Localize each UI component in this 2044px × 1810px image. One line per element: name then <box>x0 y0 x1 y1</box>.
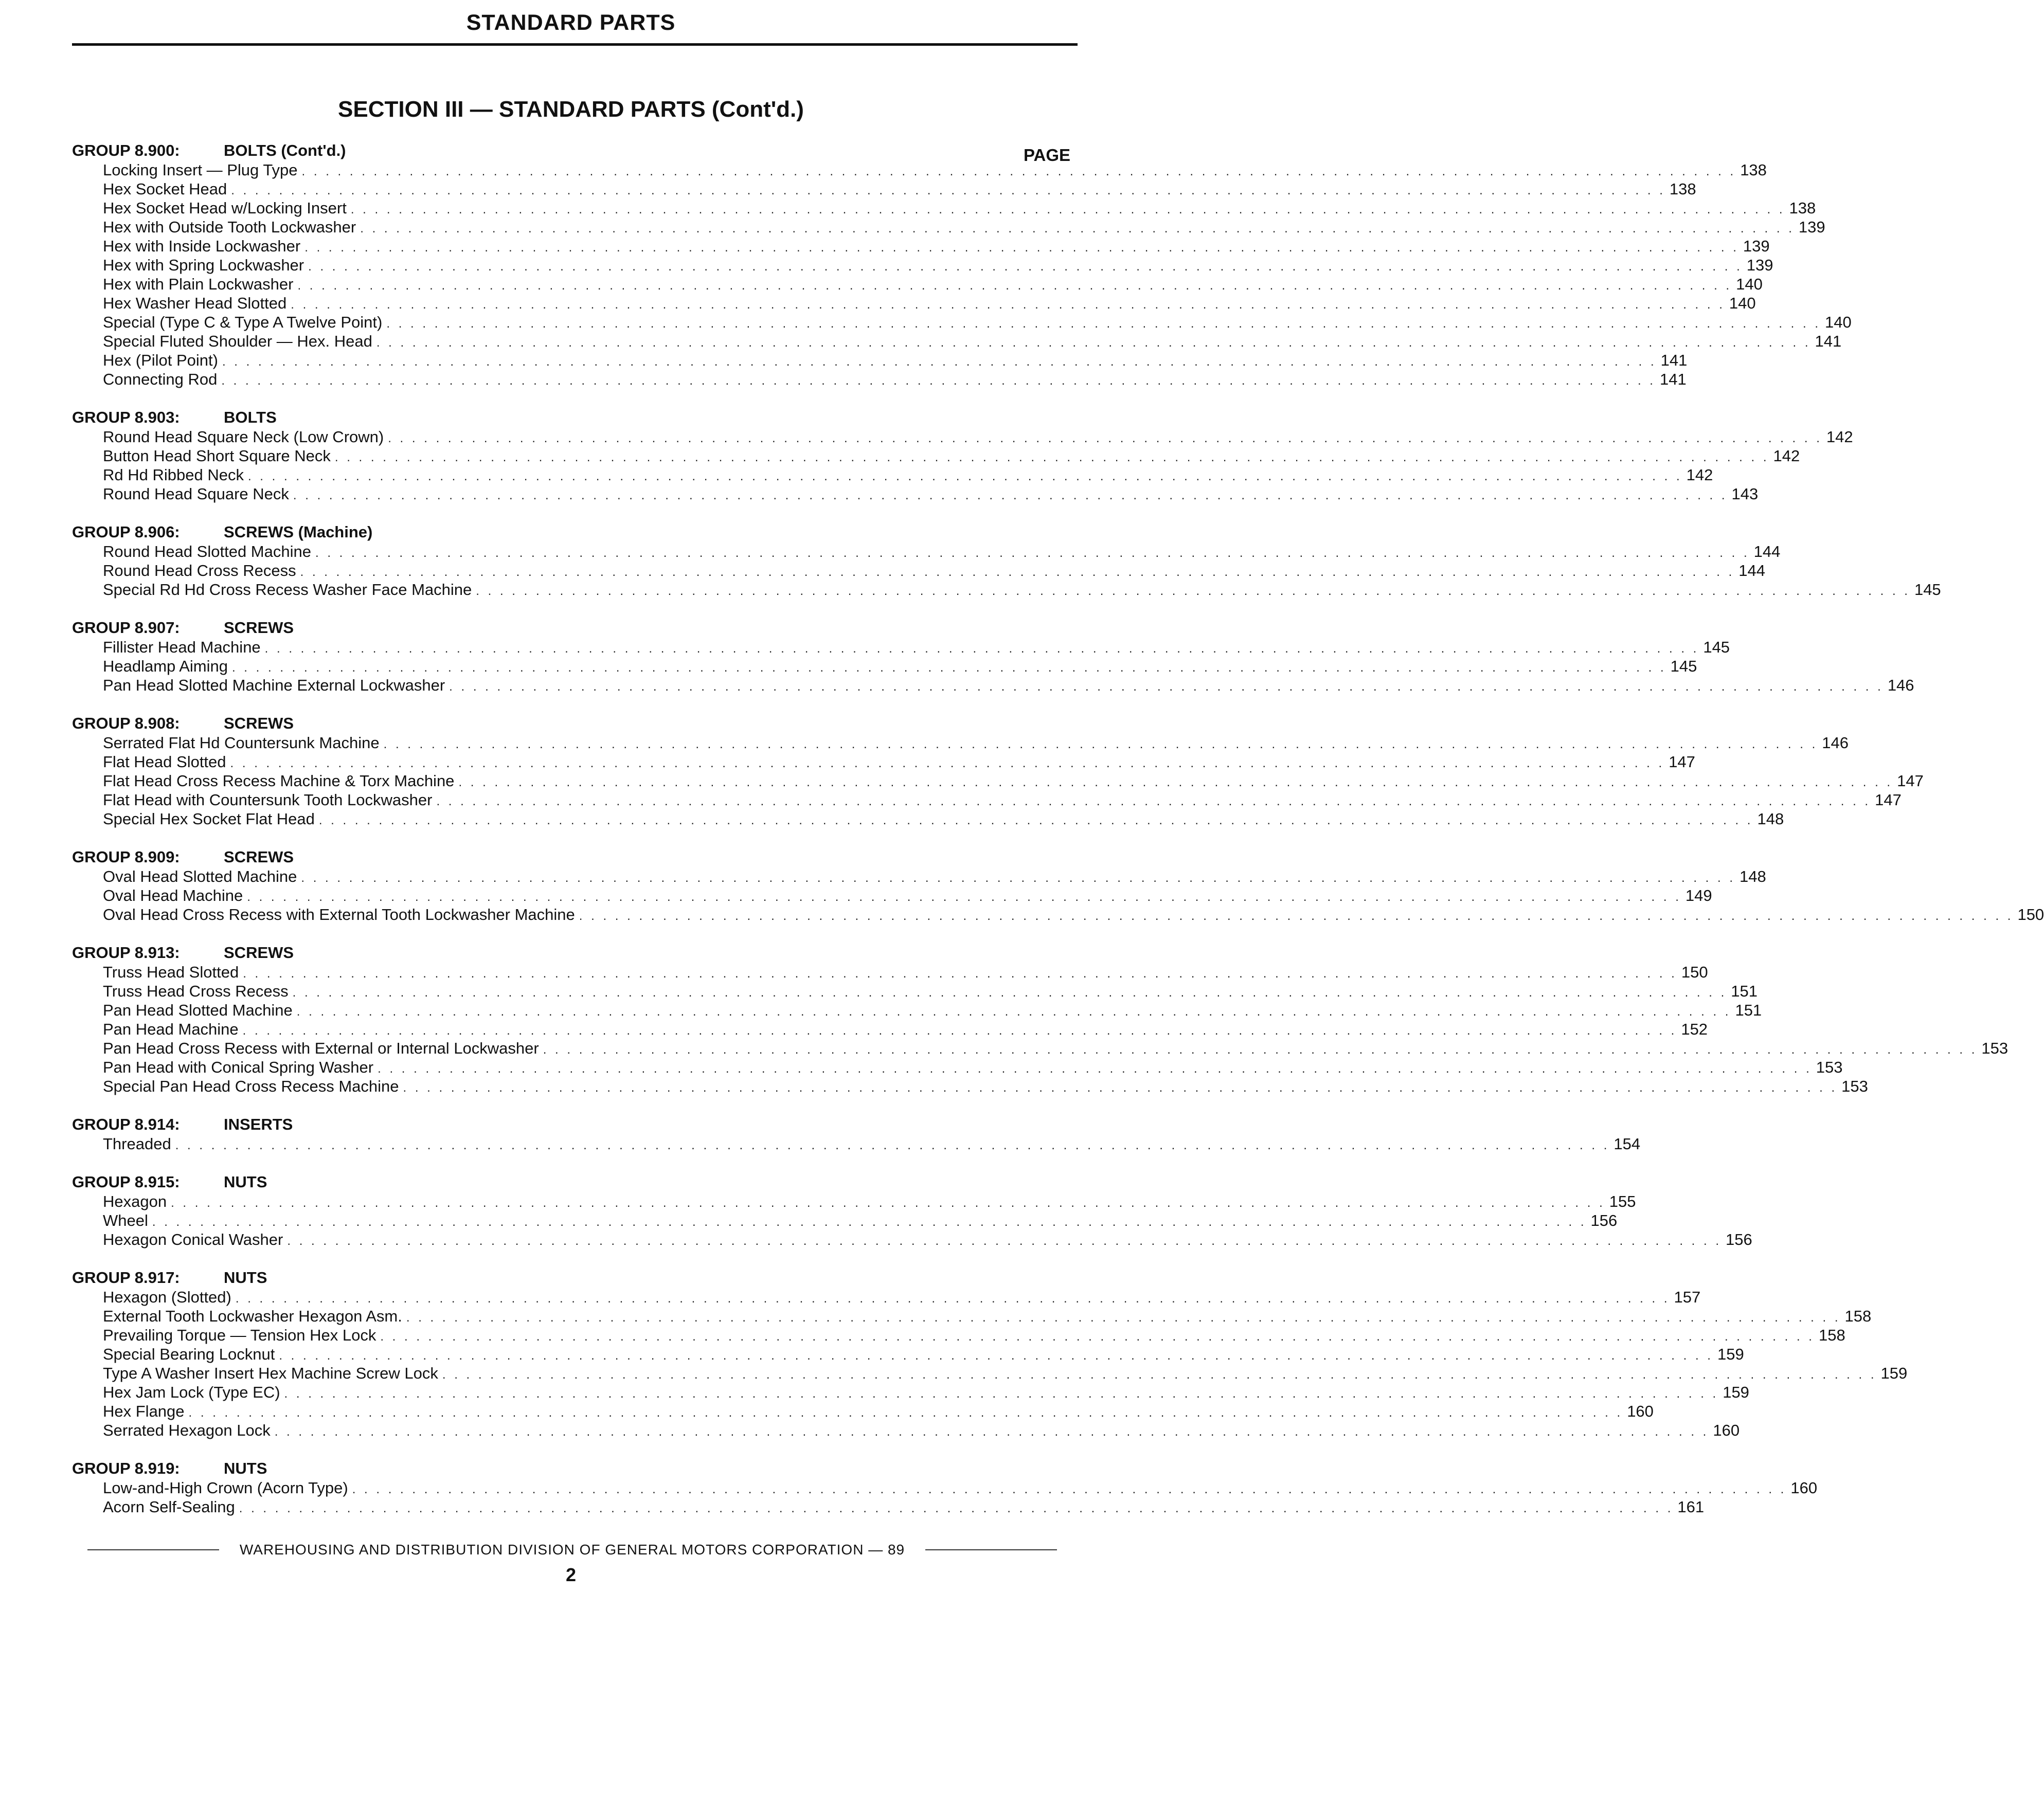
group-title: SCREWS <box>224 944 294 962</box>
entry-label: Round Head Square Neck (Low Crown) <box>103 428 384 446</box>
entry-label: Fillister Head Machine <box>103 638 261 656</box>
entry-page-number: 160 <box>1790 1479 1818 1497</box>
entry-page-number: 145 <box>1703 638 1730 656</box>
dot-leader: . . . . . . . . . . . . . . . . . . . . . . . . . . . . . . . . . . . . . . . . . . . . . . . . . . . . . . . . . . . . . . . . . . . . . . . . . . . . . . . . . . . . . . . . . . . . . . . . . . . . . . . . . . . . . . . . . . . . . . . . <box>242 1024 1677 1038</box>
entry-label: Hex Jam Lock (Type EC) <box>103 1383 280 1401</box>
footer-text: WAREHOUSING AND DISTRIBUTION DIVISION OF GENERAL MOTORS CORPORATION — 89 <box>239 1542 905 1558</box>
toc-entry <box>67 1134 1641 1153</box>
entry-page-number: 153 <box>1816 1058 1843 1076</box>
group-heading <box>67 714 1078 733</box>
group-title: BOLTS (Cont'd.) <box>224 141 346 159</box>
toc-group <box>67 522 1941 599</box>
dot-leader: . . . . . . . . . . . . . . . . . . . . . . . . . . . . . . . . . . . . . . . . . . . . . . . . . . . . . . . . . . . . . . . . . . . . . . . . . . . . . . . . . . . . . . . . . . . . . . . . . . . . . . . . . . . . . . . . . . . . . . . . <box>247 469 1682 483</box>
toc-entry <box>67 1345 1744 1364</box>
group-heading <box>67 847 1078 867</box>
entry-label: Special Fluted Shoulder — Hex. Head <box>103 332 372 350</box>
dot-leader: . . . . . . . . . . . . . . . . . . . . . . . . . . . . . . . . . . . . . . . . . . . . . . . . . . . . . . . . . . . . . . . . . . . . . . . . . . . . . . . . . . . . . . . . . . . . . . . . . . . . . . . . . . . . . . . . . . . . . . . . <box>222 355 1657 369</box>
toc-entry <box>67 237 1770 256</box>
dot-leader: . . . . . . . . . . . . . . . . . . . . . . . . . . . . . . . . . . . . . . . . . . . . . . . . . . . . . . . . . . . . . . . . . . . . . . . . . . . . . . . . . . . . . . . . . . . . . . . . . . . . . . . . . . . . . . . . . . . . . . . . <box>352 1482 1787 1496</box>
entry-page-number: 161 <box>1677 1498 1705 1516</box>
entry-page-number: 145 <box>1914 581 1941 599</box>
entry-page-number: 141 <box>1659 370 1687 388</box>
toc-entry <box>67 1001 1762 1020</box>
entry-page-number: 159 <box>1723 1383 1749 1401</box>
entry-label: Round Head Cross Recess <box>103 562 296 580</box>
dot-leader: . . . . . . . . . . . . . . . . . . . . . . . . . . . . . . . . . . . . . . . . . . . . . . . . . . . . . . . . . . . . . . . . . . . . . . . . . . . . . . . . . . . . . . . . . . . . . . . . . . . . . . . . . . . . . . . . . . . . . . . . <box>301 871 1736 885</box>
page-header-title: STANDARD PARTS <box>466 10 676 35</box>
toc-entry <box>67 733 1849 752</box>
group-heading <box>67 522 1078 542</box>
entry-page-number: 156 <box>1726 1230 1752 1248</box>
dot-leader: . . . . . . . . . . . . . . . . . . . . . . . . . . . . . . . . . . . . . . . . . . . . . . . . . . . . . . . . . . . . . . . . . . . . . . . . . . . . . . . . . . . . . . . . . . . . . . . . . . . . . . . . . . . . . . . . . . . . . . . . <box>284 1387 1719 1401</box>
entry-page-number: 159 <box>1880 1364 1908 1382</box>
entry-page-number: 152 <box>1681 1020 1708 1038</box>
toc-entry <box>67 1230 1752 1249</box>
dot-leader: . . . . . . . . . . . . . . . . . . . . . . . . . . . . . . . . . . . . . . . . . . . . . . . . . . . . . . . . . . . . . . . . . . . . . . . . . . . . . . . . . . . . . . . . . . . . . . . . . . . . . . . . . . . . . . . . . . . . . . . . <box>350 203 1785 216</box>
entry-label: Hex (Pilot Point) <box>103 351 218 369</box>
group-heading <box>67 408 1078 427</box>
group-number: GROUP 8.903: <box>72 408 180 426</box>
group-number: GROUP 8.914: <box>72 1115 180 1133</box>
dot-leader: . . . . . . . . . . . . . . . . . . . . . . . . . . . . . . . . . . . . . . . . . . . . . . . . . . . . . . . . . . . . . . . . . . . . . . . . . . . . . . . . . . . . . . . . . . . . . . . . . . . . . . . . . . . . . . . . . . . . . . . . <box>308 260 1743 274</box>
entry-label: Type A Washer Insert Hex Machine Screw Lock <box>103 1364 438 1382</box>
toc-entry <box>67 465 1713 484</box>
toc-entry <box>67 484 1759 503</box>
entry-label: Special Pan Head Cross Recess Machine <box>103 1077 399 1095</box>
toc-entry <box>67 542 1781 561</box>
group-heading <box>67 1459 1078 1478</box>
group-number: GROUP 8.917: <box>72 1269 180 1287</box>
group-title: NUTS <box>224 1173 267 1191</box>
dot-leader: . . . . . . . . . . . . . . . . . . . . . . . . . . . . . . . . . . . . . . . . . . . . . . . . . . . . . . . . . . . . . . . . . . . . . . . . . . . . . . . . . . . . . . . . . . . . . . . . . . . . . . . . . . . . . . . . . . . . . . . . <box>380 1330 1815 1344</box>
entry-page-number: 139 <box>1746 256 1773 274</box>
entry-page-number: 149 <box>1685 886 1712 904</box>
toc-entry <box>67 982 1758 1001</box>
group-number: GROUP 8.913: <box>72 944 180 962</box>
toc-entry <box>67 752 1695 771</box>
toc-group <box>67 1172 1752 1249</box>
entry-page-number: 145 <box>1670 657 1697 675</box>
entry-page-number: 142 <box>1826 428 1853 446</box>
dot-leader: . . . . . . . . . . . . . . . . . . . . . . . . . . . . . . . . . . . . . . . . . . . . . . . . . . . . . . . . . . . . . . . . . . . . . . . . . . . . . . . . . . . . . . . . . . . . . . . . . . . . . . . . . . . . . . . . . . . . . . . . <box>436 794 1871 808</box>
toc-entry <box>67 1421 1740 1440</box>
entry-page-number: 158 <box>1818 1326 1845 1344</box>
toc-entry <box>67 1478 1818 1497</box>
dot-leader: . . . . . . . . . . . . . . . . . . . . . . . . . . . . . . . . . . . . . . . . . . . . . . . . . . . . . . . . . . . . . . . . . . . . . . . . . . . . . . . . . . . . . . . . . . . . . . . . . . . . . . . . . . . . . . . . . . . . . . . . <box>293 488 1728 502</box>
entry-page-number: 140 <box>1825 313 1852 331</box>
entry-page-number: 156 <box>1590 1211 1618 1229</box>
toc-entry <box>67 198 1816 218</box>
dot-leader: . . . . . . . . . . . . . . . . . . . . . . . . . . . . . . . . . . . . . . . . . . . . . . . . . . . . . . . . . . . . . . . . . . . . . . . . . . . . . . . . . . . . . . . . . . . . . . . . . . . . . . . . . . . . . . . . . . . . . . . . <box>403 1081 1838 1095</box>
dot-leader: . . . . . . . . . . . . . . . . . . . . . . . . . . . . . . . . . . . . . . . . . . . . . . . . . . . . . . . . . . . . . . . . . . . . . . . . . . . . . . . . . . . . . . . . . . . . . . . . . . . . . . . . . . . . . . . . . . . . . . . . <box>287 1234 1722 1248</box>
toc-entry <box>67 1364 1908 1383</box>
toc-entry <box>67 790 1902 809</box>
toc-group <box>67 141 1852 389</box>
entry-label: Connecting Rod <box>103 370 218 388</box>
dot-leader: . . . . . . . . . . . . . . . . . . . . . . . . . . . . . . . . . . . . . . . . . . . . . . . . . . . . . . . . . . . . . . . . . . . . . . . . . . . . . . . . . . . . . . . . . . . . . . . . . . . . . . . . . . . . . . . . . . . . . . . . <box>300 565 1735 579</box>
entry-page-number: 144 <box>1753 542 1781 560</box>
entry-label: Low-and-High Crown (Acorn Type) <box>103 1479 348 1497</box>
entry-label: Flat Head with Countersunk Tooth Lockwasher <box>103 791 433 809</box>
entry-page-number: 154 <box>1613 1135 1641 1153</box>
group-number: GROUP 8.908: <box>72 714 180 732</box>
toc-entry <box>67 1402 1654 1421</box>
entry-page-number: 155 <box>1609 1192 1636 1210</box>
entry-label: Oval Head Slotted Machine <box>103 867 297 885</box>
dot-leader: . . . . . . . . . . . . . . . . . . . . . . . . . . . . . . . . . . . . . . . . . . . . . . . . . . . . . . . . . . . . . . . . . . . . . . . . . . . . . . . . . . . . . . . . . . . . . . . . . . . . . . . . . . . . . . . . . . . . . . . . <box>388 431 1822 445</box>
toc-entry <box>67 676 1914 695</box>
entry-label: Rd Hd Ribbed Neck <box>103 466 244 484</box>
dot-leader: . . . . . . . . . . . . . . . . . . . . . . . . . . . . . . . . . . . . . . . . . . . . . . . . . . . . . . . . . . . . . . . . . . . . . . . . . . . . . . . . . . . . . . . . . . . . . . . . . . . . . . . . . . . . . . . . . . . . . . . . <box>301 165 1736 178</box>
dot-leader: . . . . . . . . . . . . . . . . . . . . . . . . . . . . . . . . . . . . . . . . . . . . . . . . . . . . . . . . . . . . . . . . . . . . . . . . . . . . . . . . . . . . . . . . . . . . . . . . . . . . . . . . . . . . . . . . . . . . . . . . <box>458 775 1893 789</box>
dot-leader: . . . . . . . . . . . . . . . . . . . . . . . . . . . . . . . . . . . . . . . . . . . . . . . . . . . . . . . . . . . . . . . . . . . . . . . . . . . . . . . . . . . . . . . . . . . . . . . . . . . . . . . . . . . . . . . . . . . . . . . . <box>315 546 1750 560</box>
entry-page-number: 147 <box>1897 772 1924 790</box>
toc-entry <box>67 1307 1872 1326</box>
dot-leader: . . . . . . . . . . . . . . . . . . . . . . . . . . . . . . . . . . . . . . . . . . . . . . . . . . . . . . . . . . . . . . . . . . . . . . . . . . . . . . . . . . . . . . . . . . . . . . . . . . . . . . . . . . . . . . . . . . . . . . . . <box>334 450 1769 464</box>
group-number: GROUP 8.907: <box>72 619 180 637</box>
toc-entry <box>67 657 1697 676</box>
entry-label: Wheel <box>103 1211 148 1229</box>
dot-leader: . . . . . . . . . . . . . . . . . . . . . . . . . . . . . . . . . . . . . . . . . . . . . . . . . . . . . . . . . . . . . . . . . . . . . . . . . . . . . . . . . . . . . . . . . . . . . . . . . . . . . . . . . . . . . . . . . . . . . . . . <box>239 1501 1674 1515</box>
toc-group <box>67 714 1924 828</box>
toc-entry <box>67 351 1688 370</box>
footer-rule-right <box>925 1549 1057 1550</box>
toc-group <box>67 1115 1641 1153</box>
toc-entry <box>67 370 1687 389</box>
entry-label: Flat Head Cross Recess Machine & Torx Machine <box>103 772 455 790</box>
dot-leader: . . . . . . . . . . . . . . . . . . . . . . . . . . . . . . . . . . . . . . . . . . . . . . . . . . . . . . . . . . . . . . . . . . . . . . . . . . . . . . . . . . . . . . . . . . . . . . . . . . . . . . . . . . . . . . . . . . . . . . . . <box>231 184 1665 197</box>
entry-page-number: 158 <box>1844 1307 1872 1325</box>
group-heading <box>67 1172 1078 1192</box>
toc-group <box>67 1459 1818 1516</box>
entry-page-number: 151 <box>1735 1001 1762 1019</box>
dot-leader: . . . . . . . . . . . . . . . . . . . . . . . . . . . . . . . . . . . . . . . . . . . . . . . . . . . . . . . . . . . . . . . . . . . . . . . . . . . . . . . . . . . . . . . . . . . . . . . . . . . . . . . . . . . . . . . . . . . . . . . . <box>152 1215 1587 1229</box>
entry-page-number: 147 <box>1875 791 1902 809</box>
toc-entry <box>67 1058 1843 1077</box>
dot-leader: . . . . . . . . . . . . . . . . . . . . . . . . . . . . . . . . . . . . . . . . . . . . . . . . . . . . . . . . . . . . . . . . . . . . . . . . . . . . . . . . . . . . . . . . . . . . . . . . . . . . . . . . . . . . . . . . . . . . . . . . <box>297 279 1732 293</box>
dot-leader: . . . . . . . . . . . . . . . . . . . . . . . . . . . . . . . . . . . . . . . . . . . . . . . . . . . . . . . . . . . . . . . . . . . . . . . . . . . . . . . . . . . . . . . . . . . . . . . . . . . . . . . . . . . . . . . . . . . . . . . . <box>221 374 1656 388</box>
dot-leader: . . . . . . . . . . . . . . . . . . . . . . . . . . . . . . . . . . . . . . . . . . . . . . . . . . . . . . . . . . . . . . . . . . . . . . . . . . . . . . . . . . . . . . . . . . . . . . . . . . . . . . . . . . . . . . . . . . . . . . . . <box>292 986 1727 1000</box>
toc-entry <box>67 218 1825 237</box>
entry-label: Oval Head Machine <box>103 886 243 904</box>
entry-label: Pan Head Slotted Machine External Lockwasher <box>103 676 445 694</box>
dot-leader: . . . . . . . . . . . . . . . . . . . . . . . . . . . . . . . . . . . . . . . . . . . . . . . . . . . . . . . . . . . . . . . . . . . . . . . . . . . . . . . . . . . . . . . . . . . . . . . . . . . . . . . . . . . . . . . . . . . . . . . . <box>376 336 1811 350</box>
toc-entry <box>67 905 2044 924</box>
section-title: SECTION III — STANDARD PARTS (Cont'd.) <box>338 97 804 122</box>
entry-page-number: 142 <box>1773 447 1800 465</box>
toc-entry <box>67 1383 1749 1402</box>
footer <box>67 1542 1078 1558</box>
entry-label: Threaded <box>103 1135 171 1153</box>
entry-page-number: 140 <box>1729 294 1756 312</box>
entry-label: Pan Head Machine <box>103 1020 239 1038</box>
page-column-label: PAGE <box>1024 146 1071 165</box>
entry-label: Button Head Short Square Neck <box>103 447 331 465</box>
toc-entry <box>67 313 1852 332</box>
toc-entry <box>67 332 1842 351</box>
entry-label: Hexagon Conical Washer <box>103 1230 283 1248</box>
toc-entry <box>67 427 1853 446</box>
entry-label: Hex Socket Head w/Locking Insert <box>103 199 347 217</box>
entry-label: Hexagon <box>103 1192 167 1210</box>
header-rule <box>72 43 1078 46</box>
entry-page-number: 157 <box>1674 1288 1701 1306</box>
toc-group <box>67 408 1853 503</box>
entry-label: Truss Head Slotted <box>103 963 239 981</box>
entry-page-number: 148 <box>1757 810 1784 828</box>
dot-leader: . . . . . . . . . . . . . . . . . . . . . . . . . . . . . . . . . . . . . . . . . . . . . . . . . . . . . . . . . . . . . . . . . . . . . . . . . . . . . . . . . . . . . . . . . . . . . . . . . . . . . . . . . . . . . . . . . . . . . . . . <box>543 1043 1978 1057</box>
entry-page-number: 141 <box>1815 332 1842 350</box>
entry-label: Special (Type C & Type A Twelve Point) <box>103 313 383 331</box>
entry-page-number: 144 <box>1738 562 1766 580</box>
dot-leader: . . . . . . . . . . . . . . . . . . . . . . . . . . . . . . . . . . . . . . . . . . . . . . . . . . . . . . . . . . . . . . . . . . . . . . . . . . . . . . . . . . . . . . . . . . . . . . . . . . . . . . . . . . . . . . . . . . . . . . . . <box>383 737 1818 751</box>
group-title: INSERTS <box>224 1115 293 1133</box>
entry-label: Oval Head Cross Recess with External Tooth Lockwasher Machine <box>103 906 575 924</box>
toc-entry <box>67 580 1941 599</box>
toc-group <box>67 618 1914 695</box>
toc-entry <box>67 160 1767 179</box>
group-heading <box>67 1268 1078 1288</box>
entry-page-number: 150 <box>2017 906 2044 924</box>
group-title: SCREWS <box>224 619 294 637</box>
entry-page-number: 153 <box>1841 1077 1868 1095</box>
entry-page-number: 138 <box>1789 199 1816 217</box>
group-title: BOLTS <box>224 408 277 426</box>
dot-leader: . . . . . . . . . . . . . . . . . . . . . . . . . . . . . . . . . . . . . . . . . . . . . . . . . . . . . . . . . . . . . . . . . . . . . . . . . . . . . . . . . . . . . . . . . . . . . . . . . . . . . . . . . . . . . . . . . . . . . . . . <box>386 317 1821 331</box>
entry-label: Locking Insert — Plug Type <box>103 161 298 179</box>
entry-label: Special Bearing Locknut <box>103 1345 275 1363</box>
entry-page-number: 139 <box>1743 237 1770 255</box>
dot-leader: . . . . . . . . . . . . . . . . . . . . . . . . . . . . . . . . . . . . . . . . . . . . . . . . . . . . . . . . . . . . . . . . . . . . . . . . . . . . . . . . . . . . . . . . . . . . . . . . . . . . . . . . . . . . . . . . . . . . . . . . <box>442 1368 1877 1382</box>
dot-leader: . . . . . . . . . . . . . . . . . . . . . . . . . . . . . . . . . . . . . . . . . . . . . . . . . . . . . . . . . . . . . . . . . . . . . . . . . . . . . . . . . . . . . . . . . . . . . . . . . . . . . . . . . . . . . . . . . . . . . . . . <box>247 890 1681 904</box>
group-title: SCREWS <box>224 848 294 866</box>
entry-label: Special Hex Socket Flat Head <box>103 810 315 828</box>
dot-leader: . . . . . . . . . . . . . . . . . . . . . . . . . . . . . . . . . . . . . . . . . . . . . . . . . . . . . . . . . . . . . . . . . . . . . . . . . . . . . . . . . . . . . . . . . . . . . . . . . . . . . . . . . . . . . . . . . . . . . . . . <box>449 680 1884 694</box>
group-title: SCREWS (Machine) <box>224 523 373 541</box>
entry-page-number: 140 <box>1736 275 1763 293</box>
entry-label: Truss Head Cross Recess <box>103 982 289 1000</box>
entry-label: Hex with Plain Lockwasher <box>103 275 294 293</box>
entry-page-number: 143 <box>1731 485 1759 503</box>
dot-leader: . . . . . . . . . . . . . . . . . . . . . . . . . . . . . . . . . . . . . . . . . . . . . . . . . . . . . . . . . . . . . . . . . . . . . . . . . . . . . . . . . . . . . . . . . . . . . . . . . . . . . . . . . . . . . . . . . . . . . . . . <box>231 661 1666 675</box>
entry-label: Hex Socket Head <box>103 180 227 198</box>
entry-label: Hex with Spring Lockwasher <box>103 256 304 274</box>
group-number: GROUP 8.915: <box>72 1173 180 1191</box>
entry-label: Hex Flange <box>103 1402 185 1420</box>
table-of-contents <box>67 139 2044 1535</box>
toc-entry <box>67 963 1708 982</box>
entry-label: Hex Washer Head Slotted <box>103 294 287 312</box>
page-number: 2 <box>565 1564 577 1585</box>
entry-label: Round Head Square Neck <box>103 485 289 503</box>
toc-entry <box>67 561 1766 580</box>
entry-page-number: 141 <box>1660 351 1688 369</box>
group-number: GROUP 8.906: <box>72 523 180 541</box>
dot-leader: . . . . . . . . . . . . . . . . . . . . . . . . . . . . . . . . . . . . . . . . . . . . . . . . . . . . . . . . . . . . . . . . . . . . . . . . . . . . . . . . . . . . . . . . . . . . . . . . . . . . . . . . . . . . . . . . . . . . . . . . <box>296 1005 1731 1019</box>
entry-label: Prevailing Torque — Tension Hex Lock <box>103 1326 376 1344</box>
toc-group <box>67 847 2044 924</box>
dot-leader: . . . . . . . . . . . . . . . . . . . . . . . . . . . . . . . . . . . . . . . . . . . . . . . . . . . . . . . . . . . . . . . . . . . . . . . . . . . . . . . . . . . . . . . . . . . . . . . . . . . . . . . . . . . . . . . . . . . . . . . . <box>318 813 1753 827</box>
entry-label: Pan Head Slotted Machine <box>103 1001 293 1019</box>
entry-label: Serrated Hexagon Lock <box>103 1421 271 1439</box>
entry-label: External Tooth Lockwasher Hexagon Asm. <box>103 1307 402 1325</box>
dot-leader: . . . . . . . . . . . . . . . . . . . . . . . . . . . . . . . . . . . . . . . . . . . . . . . . . . . . . . . . . . . . . . . . . . . . . . . . . . . . . . . . . . . . . . . . . . . . . . . . . . . . . . . . . . . . . . . . . . . . . . . . <box>188 1406 1623 1420</box>
dot-leader: . . . . . . . . . . . . . . . . . . . . . . . . . . . . . . . . . . . . . . . . . . . . . . . . . . . . . . . . . . . . . . . . . . . . . . . . . . . . . . . . . . . . . . . . . . . . . . . . . . . . . . . . . . . . . . . . . . . . . . . . <box>360 222 1795 236</box>
dot-leader: . . . . . . . . . . . . . . . . . . . . . . . . . . . . . . . . . . . . . . . . . . . . . . . . . . . . . . . . . . . . . . . . . . . . . . . . . . . . . . . . . . . . . . . . . . . . . . . . . . . . . . . . . . . . . . . . . . . . . . . . <box>378 1062 1812 1076</box>
toc-entry <box>67 771 1924 790</box>
entry-page-number: 147 <box>1669 753 1695 771</box>
toc-entry <box>67 179 1696 198</box>
dot-leader: . . . . . . . . . . . . . . . . . . . . . . . . . . . . . . . . . . . . . . . . . . . . . . . . . . . . . . . . . . . . . . . . . . . . . . . . . . . . . . . . . . . . . . . . . . . . . . . . . . . . . . . . . . . . . . . . . . . . . . . . <box>279 1349 1713 1363</box>
dot-leader: . . . . . . . . . . . . . . . . . . . . . . . . . . . . . . . . . . . . . . . . . . . . . . . . . . . . . . . . . . . . . . . . . . . . . . . . . . . . . . . . . . . . . . . . . . . . . . . . . . . . . . . . . . . . . . . . . . . . . . . . <box>230 756 1665 770</box>
group-heading <box>67 1115 1078 1134</box>
dot-leader: . . . . . . . . . . . . . . . . . . . . . . . . . . . . . . . . . . . . . . . . . . . . . . . . . . . . . . . . . . . . . . . . . . . . . . . . . . . . . . . . . . . . . . . . . . . . . . . . . . . . . . . . . . . . . . . . . . . . . . . . <box>476 584 1910 598</box>
toc-entry <box>67 809 1784 828</box>
toc-entry <box>67 446 1800 465</box>
toc-entry <box>67 1326 1845 1345</box>
dot-leader: . . . . . . . . . . . . . . . . . . . . . . . . . . . . . . . . . . . . . . . . . . . . . . . . . . . . . . . . . . . . . . . . . . . . . . . . . . . . . . . . . . . . . . . . . . . . . . . . . . . . . . . . . . . . . . . . . . . . . . . . <box>264 642 1699 656</box>
dot-leader: . . . . . . . . . . . . . . . . . . . . . . . . . . . . . . . . . . . . . . . . . . . . . . . . . . . . . . . . . . . . . . . . . . . . . . . . . . . . . . . . . . . . . . . . . . . . . . . . . . . . . . . . . . . . . . . . . . . . . . . . <box>235 1292 1670 1306</box>
entry-page-number: 142 <box>1686 466 1713 484</box>
toc-entry <box>67 275 1763 294</box>
entry-label: Hex with Outside Tooth Lockwasher <box>103 218 356 236</box>
entry-page-number: 146 <box>1822 734 1849 752</box>
group-heading <box>67 618 1078 638</box>
toc-entry <box>67 256 1773 275</box>
toc-entry <box>67 638 1730 657</box>
group-number: GROUP 8.919: <box>72 1459 180 1477</box>
toc-entry <box>67 867 1766 886</box>
dot-leader: . . . . . . . . . . . . . . . . . . . . . . . . . . . . . . . . . . . . . . . . . . . . . . . . . . . . . . . . . . . . . . . . . . . . . . . . . . . . . . . . . . . . . . . . . . . . . . . . . . . . . . . . . . . . . . . . . . . . . . . . <box>175 1138 1610 1152</box>
dot-leader: . . . . . . . . . . . . . . . . . . . . . . . . . . . . . . . . . . . . . . . . . . . . . . . . . . . . . . . . . . . . . . . . . . . . . . . . . . . . . . . . . . . . . . . . . . . . . . . . . . . . . . . . . . . . . . . . . . . . . . . . <box>406 1311 1841 1325</box>
group-title: SCREWS <box>224 714 294 732</box>
entry-label: Headlamp Aiming <box>103 657 228 675</box>
entry-page-number: 138 <box>1669 180 1696 198</box>
toc-entry <box>67 1192 1636 1211</box>
entry-label: Special Rd Hd Cross Recess Washer Face Machine <box>103 581 472 599</box>
entry-page-number: 146 <box>1887 676 1914 694</box>
entry-label: Acorn Self-Sealing <box>103 1498 235 1516</box>
toc-entry <box>67 1288 1701 1307</box>
entry-label: Pan Head with Conical Spring Washer <box>103 1058 374 1076</box>
entry-page-number: 159 <box>1717 1345 1744 1363</box>
dot-leader: . . . . . . . . . . . . . . . . . . . . . . . . . . . . . . . . . . . . . . . . . . . . . . . . . . . . . . . . . . . . . . . . . . . . . . . . . . . . . . . . . . . . . . . . . . . . . . . . . . . . . . . . . . . . . . . . . . . . . . . . <box>171 1196 1605 1210</box>
toc-entry <box>67 1020 1708 1039</box>
entry-page-number: 138 <box>1740 161 1767 179</box>
toc-entry <box>67 1211 1618 1230</box>
entry-label: Serrated Flat Hd Countersunk Machine <box>103 734 380 752</box>
dot-leader: . . . . . . . . . . . . . . . . . . . . . . . . . . . . . . . . . . . . . . . . . . . . . . . . . . . . . . . . . . . . . . . . . . . . . . . . . . . . . . . . . . . . . . . . . . . . . . . . . . . . . . . . . . . . . . . . . . . . . . . . <box>243 967 1677 981</box>
group-number: GROUP 8.909: <box>72 848 180 866</box>
group-heading <box>67 141 1078 160</box>
toc-group <box>67 943 2009 1096</box>
group-heading <box>67 943 1078 963</box>
group-title: NUTS <box>224 1459 267 1477</box>
entry-label: Pan Head Cross Recess with External or Internal Lockwasher <box>103 1039 539 1057</box>
entry-page-number: 139 <box>1798 218 1825 236</box>
toc-entry <box>67 1039 2009 1058</box>
toc-entry <box>67 886 1712 905</box>
entry-label: Flat Head Slotted <box>103 753 226 771</box>
toc-entry <box>67 1077 1868 1096</box>
entry-page-number: 151 <box>1731 982 1758 1000</box>
dot-leader: . . . . . . . . . . . . . . . . . . . . . . . . . . . . . . . . . . . . . . . . . . . . . . . . . . . . . . . . . . . . . . . . . . . . . . . . . . . . . . . . . . . . . . . . . . . . . . . . . . . . . . . . . . . . . . . . . . . . . . . . <box>291 298 1725 312</box>
dot-leader: . . . . . . . . . . . . . . . . . . . . . . . . . . . . . . . . . . . . . . . . . . . . . . . . . . . . . . . . . . . . . . . . . . . . . . . . . . . . . . . . . . . . . . . . . . . . . . . . . . . . . . . . . . . . . . . . . . . . . . . . <box>274 1425 1709 1439</box>
toc-entry <box>67 1497 1705 1516</box>
dot-leader: . . . . . . . . . . . . . . . . . . . . . . . . . . . . . . . . . . . . . . . . . . . . . . . . . . . . . . . . . . . . . . . . . . . . . . . . . . . . . . . . . . . . . . . . . . . . . . . . . . . . . . . . . . . . . . . . . . . . . . . . <box>304 241 1739 255</box>
entry-label: Hex with Inside Lockwasher <box>103 237 301 255</box>
entry-page-number: 148 <box>1740 867 1766 885</box>
footer-rule-left <box>87 1549 219 1550</box>
group-title: NUTS <box>224 1269 267 1287</box>
entry-label: Hexagon (Slotted) <box>103 1288 231 1306</box>
entry-page-number: 160 <box>1713 1421 1740 1439</box>
entry-page-number: 160 <box>1627 1402 1654 1420</box>
toc-entry <box>67 294 1756 313</box>
entry-label: Round Head Slotted Machine <box>103 542 311 560</box>
group-number: GROUP 8.900: <box>72 141 180 159</box>
entry-page-number: 153 <box>1981 1039 2009 1057</box>
dot-leader: . . . . . . . . . . . . . . . . . . . . . . . . . . . . . . . . . . . . . . . . . . . . . . . . . . . . . . . . . . . . . . . . . . . . . . . . . . . . . . . . . . . . . . . . . . . . . . . . . . . . . . . . . . . . . . . . . . . . . . . . <box>579 909 2014 923</box>
toc-group <box>67 1268 1908 1440</box>
entry-page-number: 150 <box>1681 963 1708 981</box>
